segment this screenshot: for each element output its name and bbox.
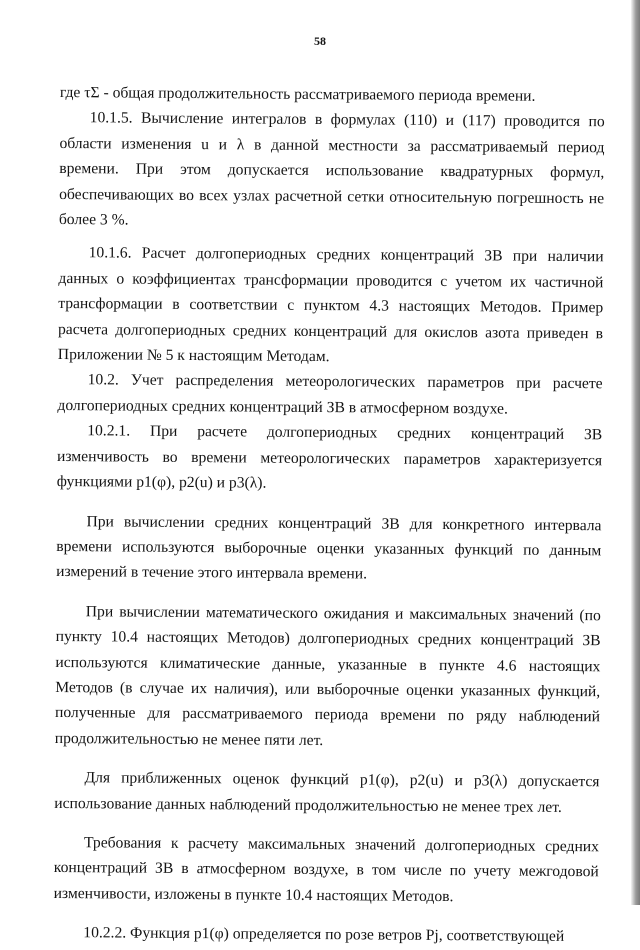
paragraph-p10-1-5: 10.1.5. Вычисление интегралов в формулах (110) и (117) проводится по области изменения u и λ в данной местности за рассматриваемый период времени. При этом допускается использование квадратурных формул, обеспечивающих во всех узлах расчетной сетки относительную погрешность не более 3 %.	[58, 109, 605, 229]
page-number: 58	[314, 34, 326, 48]
paragraph-p10-2-1: 10.2.1. При расчете долгопериодных средних концентраций ЗВ изменчивость во времени метеорологических параметров характеризуется функциями p1(φ), p2(u) и p3(λ).	[56, 422, 603, 492]
paragraph-p-calc-avg: При вычислении средних концентраций ЗВ для конкретного интервала времени используются выборочные оценки указанных функций по данным измерений в течение этого интервала времени.	[56, 512, 602, 583]
scan-edge-shadow	[631, 0, 640, 905]
paragraph-where: где τΣ - общая продолжительность рассматриваемого периода времени.	[59, 83, 536, 105]
paragraph-p10-2: 10.2. Учет распределения метеорологических параметров при расчете долгопериодных средних концентраций ЗВ в атмосферном воздухе.	[57, 371, 603, 418]
paragraph-p-approx: Для приближенных оценок функций p1(φ), p2(u) и p3(λ) допускается использование данных наблюдений продолжительностью не менее трех лет.	[54, 769, 600, 816]
document-body	[53, 80, 605, 950]
paragraph-p10-1-6: 10.1.6. Расчет долгопериодных средних концентраций ЗВ при наличии данных о коэффициентах трансформации проводится с учетом их частичной трансформации в соответствии с пунктом 4.3 настоящих Методов. Пример расчета долгопериодных средних концентраций для окислов азота приведен в Приложении № 5 к настоящим Методам.	[57, 244, 604, 366]
paragraph-p10-2-2: 10.2.2. Функция p1(φ) определяется по розе ветров Pj, соответствующей	[83, 924, 565, 946]
paragraph-p-requirements: Требования к расчету максимальных значений долгопериодных средних концентраций ЗВ в атмосферном воздухе, в том числе по учету межгодовой изменчивости, изложены в пункте 10.4 настоящих Методов.	[53, 834, 600, 905]
paragraph-p-calc-math: При вычислении математического ожидания и максимальных значений (по пункту 10.4 настоящих Методов) долгопериодных средних концентраций ЗВ используются климатические данные, указанные в пункте 4.6 настоящих Методов (в случае их наличия), или выборочные оценки указанных функций, полученные для рассматриваемого периода времени по ряду наблюдений продолжительностью не менее пяти лет.	[54, 602, 601, 749]
